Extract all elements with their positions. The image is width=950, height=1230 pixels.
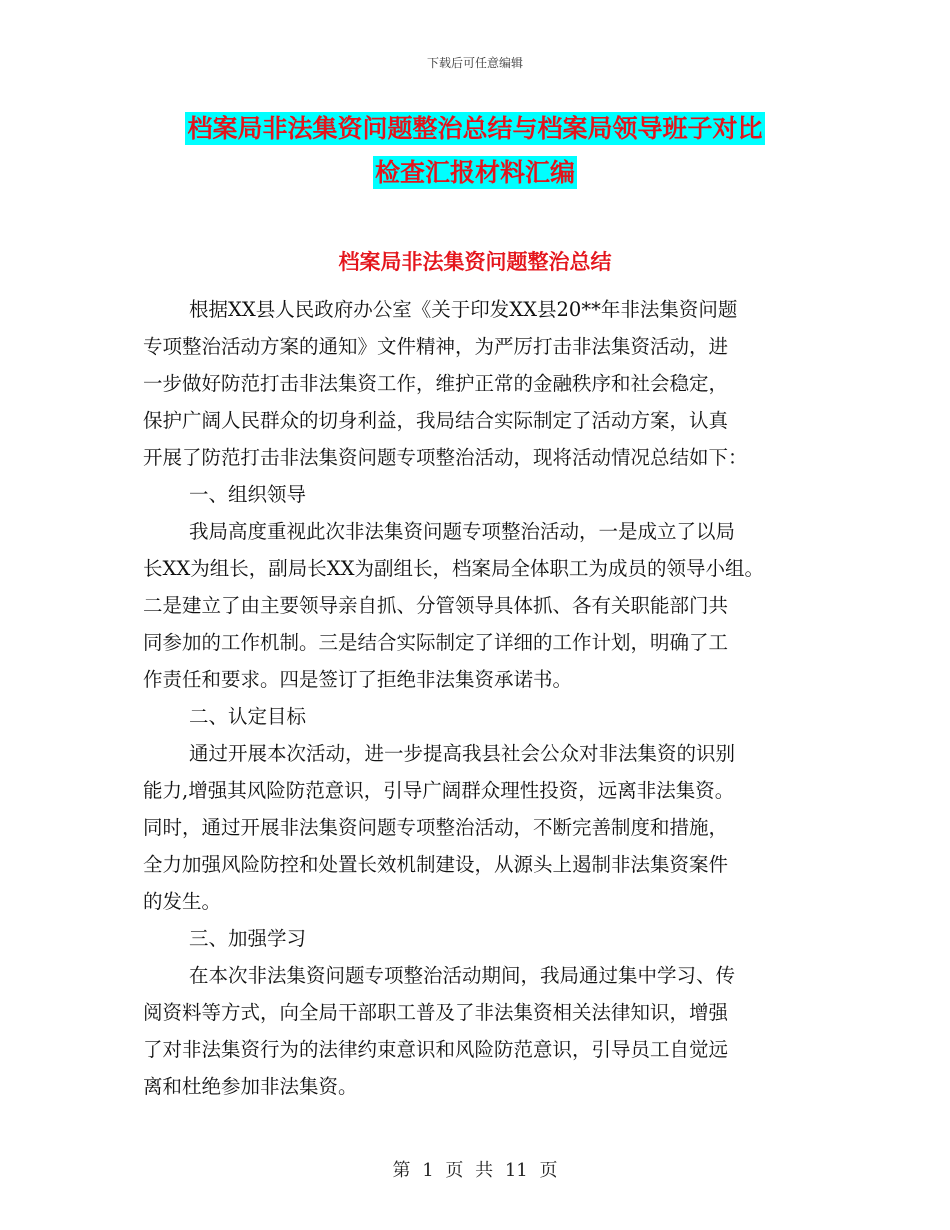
body-line: 作责任和要求。四是签订了拒绝非法集资承诺书。	[143, 668, 573, 691]
body-line: 的发生。	[143, 890, 222, 913]
page-header-note: 下载后可任意编辑	[426, 56, 523, 70]
document-title-line-1	[0, 112, 950, 146]
subheading-study: 三、加强学习	[189, 927, 307, 950]
document-title-line-2	[0, 156, 950, 190]
body-line: 开展了防范打击非法集资问题专项整治活动，现将活动情况总结如下：	[143, 446, 748, 469]
body-line: 我局高度重视此次非法集资问题专项整治活动，一是成立了以局	[189, 520, 736, 543]
body-line: 保护广阔人民群众的切身利益，我局结合实际制定了活动方案，认真	[143, 409, 729, 432]
section-title: 档案局非法集资问题整治总结	[338, 250, 612, 274]
body-line: 根据XX县人民政府办公室《关于印发XX县20**年非法集资问题	[189, 298, 738, 321]
body-line: 离和杜绝参加非法集资。	[143, 1075, 358, 1098]
document-title-highlight: 检查汇报材料汇编	[374, 158, 575, 187]
body-line: 长XX为组长，副局长XX为副组长，档案局全体职工为成员的领导小组。	[143, 557, 765, 580]
document-title-highlight: 档案局非法集资问题整治总结与档案局领导班子对比	[187, 114, 763, 143]
body-line: 同时，通过开展非法集资问题专项整治活动，不断完善制度和措施，	[143, 816, 729, 839]
page-number-footer: 第 1 页 共 11 页	[392, 1160, 558, 1181]
body-line: 专项整治活动方案的通知》文件精神，为严厉打击非法集资活动，进	[143, 335, 729, 358]
body-line: 在本次非法集资问题专项整治活动期间，我局通过集中学习、传	[189, 964, 736, 987]
subheading-organization: 一、组织领导	[189, 483, 307, 506]
body-line: 一步做好防范打击非法集资工作，维护正常的金融秩序和社会稳定，	[143, 372, 729, 395]
subheading-goals: 二、认定目标	[189, 705, 307, 728]
body-line: 阅资料等方式，向全局干部职工普及了非法集资相关法律知识，增强	[143, 1001, 729, 1024]
body-line: 全力加强风险防控和处置长效机制建设，从源头上遏制非法集资案件	[143, 853, 729, 876]
body-line: 了对非法集资行为的法律约束意识和风险防范意识，引导员工自觉远	[143, 1038, 729, 1061]
body-line: 能力,增强其风险防范意识，引导广阔群众理性投资，远离非法集资。	[143, 779, 735, 802]
body-line: 同参加的工作机制。三是结合实际制定了详细的工作计划，明确了工	[143, 631, 729, 654]
body-line: 通过开展本次活动，进一步提高我县社会公众对非法集资的识别	[189, 742, 736, 765]
body-line: 二是建立了由主要领导亲自抓、分管领导具体抓、各有关职能部门共	[143, 594, 729, 617]
